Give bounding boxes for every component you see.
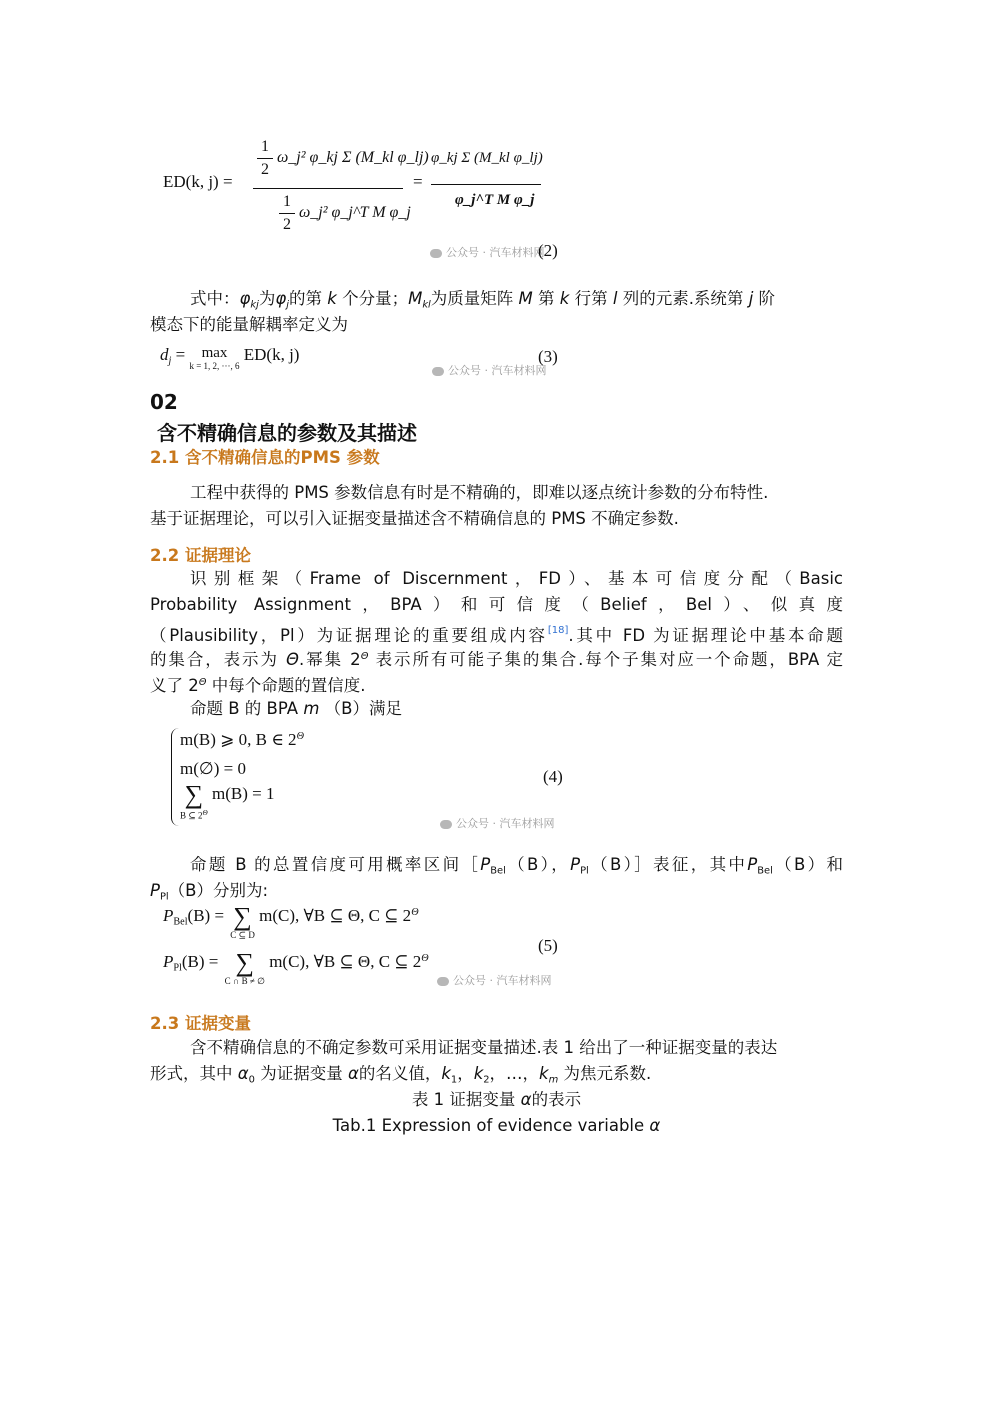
- subsection-2-2-title: 2.2 证据理论: [150, 546, 251, 565]
- subsection-2-2-line-2: Probability Assignment，BPA）和可信度（Belief，Bel）、似真度: [150, 595, 843, 614]
- left-brace: [171, 728, 180, 826]
- section-number: 02: [150, 390, 178, 414]
- equation-4: m(B) ⩾ 0, B ∈ $2^\Theta$ m(∅) = 0 ∑ B ⊆ $2^\Theta$ m(B) = 1: [165, 726, 585, 830]
- watermark: 公众号 · 汽车材料网: [437, 972, 552, 988]
- eq2-equals: =: [413, 172, 423, 191]
- subsection-2-2-line-3: （Plausibility，Pl）为证据理论的重要组成内容[18].其中 FD 为证据理论中基本命题: [150, 625, 844, 645]
- wechat-icon: [432, 367, 444, 376]
- eq2-lhs: ED(k, j) =: [163, 172, 233, 191]
- eq2-number: (2): [538, 241, 558, 260]
- subsection-2-2-line-4: 的集合，表示为 Θ.幂集 $2^\Theta$ 表示所有可能子集的集合.每个子集对应一个命题，BPA 定: [150, 649, 843, 669]
- equation-2: ED(k, j) = $\frac{1}{2}$ ω_j² φ_kj Σ (M_kl φ_lj) $\frac{1}{2}$ ω_j² φ_j^T M φ_j = φ_kj Σ (M_kl φ_lj) φ_j^T M φ_j: [163, 138, 543, 233]
- eq2-numerator-1: ω_j² φ_kj Σ (M_kl φ_lj): [277, 149, 429, 167]
- subsection-2-1-line-2: 基于证据理论，可以引入证据变量描述含不精确信息的 PMS 不确定参数.: [150, 509, 679, 528]
- subsection-2-1-line-1: 工程中获得的 PMS 参数信息有时是不精确的，即难以逐点统计参数的分布特性.: [190, 483, 769, 502]
- eq2-half: $\frac{1}{2}$: [257, 138, 273, 179]
- equation-5-row-1: $P_{Bel}(B)$ = ∑ C ⊆ D m(C), ∀B ⊆ Θ, C ⊆ $2^\Theta$: [163, 902, 419, 940]
- watermark: 公众号 · 汽车材料网: [432, 362, 547, 378]
- table-caption-cn: 表 1 证据变量 α的表示: [411, 1090, 582, 1109]
- paragraph-1-line-2: 模态下的能量解耦率定义为: [150, 315, 348, 334]
- paragraph-2-line-1: 命题 B 的总置信度可用概率区间$[P_{Bel}(B)$，$P_{Pl}(B)]$表征，其中$P_{Bel}(B)$和: [190, 855, 843, 877]
- eq4-row-2: m(∅) = 0: [180, 759, 246, 778]
- section-title: 含不精确信息的参数及其描述: [157, 421, 417, 445]
- subsection-2-1-title: 2.1 含不精确信息的PMS 参数: [150, 448, 380, 467]
- eq3-number: (3): [538, 347, 558, 366]
- eq2-numerator-2: φ_kj Σ (M_kl φ_lj): [431, 150, 543, 166]
- eq5-number: (5): [538, 936, 558, 955]
- subsection-2-2-line-5: 义了 $2^\Theta$ 中每个命题的置信度.: [150, 675, 366, 695]
- citation-link[interactable]: [18]: [547, 625, 569, 636]
- table-caption-en: Tab.1 Expression of evidence variable α: [332, 1116, 661, 1135]
- wechat-icon: [437, 977, 449, 986]
- paragraph-2-line-2: $P_{Pl}(B)$分别为:: [150, 881, 269, 903]
- eq4-number: (4): [543, 767, 563, 786]
- paragraph-1-line-1: 式中：$\varphi_{kj}$为$\varphi_j$的第 k 个分量；$M_{kl}$为质量矩阵 M 第 k 行第 l 列的元素.系统第 j 阶: [190, 289, 776, 311]
- eq2-denominator-2: φ_j^T M φ_j: [455, 192, 535, 208]
- subsection-2-2-line-1: 识别框架（Frame of Discernment，FD）、基本可信度分配（Basic: [190, 569, 843, 588]
- subsection-2-3-title: 2.3 证据变量: [150, 1014, 251, 1033]
- subsection-2-2-line-6: 命题 B 的 BPA m （B）满足: [190, 699, 402, 718]
- equation-5-row-2: $P_{Pl}(B)$ = ∑ C ∩ B ≠ ∅ m(C), ∀B ⊆ Θ, C ⊆ $2^\Theta$: [163, 948, 429, 986]
- eq4-row-3: m(B) = 1: [212, 784, 275, 803]
- watermark: 公众号 · 汽车材料网: [440, 815, 555, 831]
- wechat-icon: [430, 249, 442, 258]
- eq2-denominator-1: ω_j² φ_j^T M φ_j: [299, 204, 411, 222]
- eq4-row-1: m(B) ⩾ 0, B ∈ 2: [180, 730, 297, 749]
- watermark: 公众号 · 汽车材料网: [430, 244, 545, 260]
- equation-3: $d_j$ = max k = 1, 2, ···, 6 ED(k, j): [160, 345, 300, 371]
- wechat-icon: [440, 820, 452, 829]
- subsection-2-3-line-2: 形式，其中 $\alpha_0$ 为证据变量 α的名义值，$k_1$，$k_2$，…，$k_m$ 为焦元系数.: [150, 1064, 652, 1086]
- subsection-2-3-line-1: 含不精确信息的不确定参数可采用证据变量描述.表 1 给出了一种证据变量的表达: [190, 1038, 778, 1057]
